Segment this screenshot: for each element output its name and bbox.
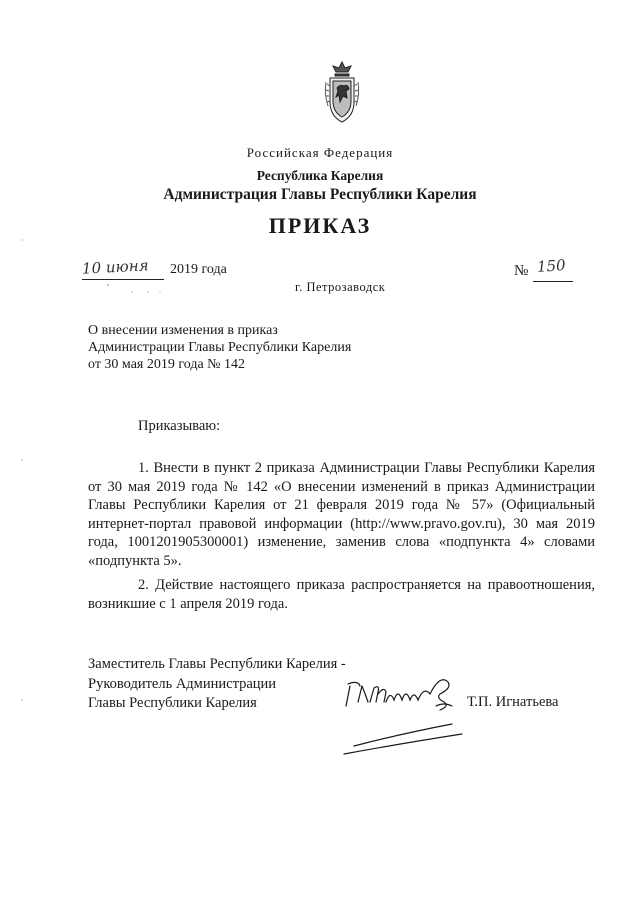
position-line: Главы Республики Карелия [88, 695, 257, 711]
handwritten-signature-icon [340, 672, 465, 757]
handwritten-date: 10 июня [81, 256, 149, 278]
position-line: Заместитель Главы Республики Карелия - [88, 656, 346, 672]
document-subject [88, 322, 351, 373]
coat-of-arms-icon [322, 60, 362, 124]
paragraph-1: 1. Внести в пункт 2 приказа Администрации Главы Республики Карелия от 30 мая 2019 года № 142 «О внесении изменений в приказ Администрации Главы Республики Карелия от 21 февраля 2019 года № 57» (Официальный интернет-портал правовой информации (http://www.pravo.gov.ru), 30 мая 2019 года, 1001201905300001) изменение, заменив слова «подпункта 4» словами «подпункта 5». [88, 460, 595, 569]
republic-name: Республика Карелия [256, 168, 384, 183]
number-label: № [514, 263, 529, 279]
country-name: Российская Федерация [246, 145, 394, 160]
city: г. Петрозаводск [295, 280, 386, 294]
order-word: Приказываю: [138, 418, 221, 434]
date-underline [82, 279, 164, 280]
paragraph-2: 2. Действие настоящего приказа распространяется на правоотношения, возникшие с 1 апреля 2019 года. [88, 577, 595, 612]
subject-line: от 30 мая 2019 года № 142 [88, 357, 246, 372]
handwritten-number: 150 [536, 256, 567, 276]
number-underline [533, 281, 573, 282]
subject-line: Администрации Главы Республики Карелия [88, 340, 352, 355]
subject-line: О внесении изменения в приказ [88, 323, 278, 338]
signer-position [88, 655, 346, 714]
document-title: ПРИКАЗ [268, 213, 372, 238]
administration-name: Администрация Главы Республики Карелия [163, 186, 477, 203]
document-year: 2019 года [170, 262, 227, 277]
signer-name: Т.П. Игнатьева [467, 694, 559, 710]
position-line: Руководитель Администрации [88, 675, 277, 692]
